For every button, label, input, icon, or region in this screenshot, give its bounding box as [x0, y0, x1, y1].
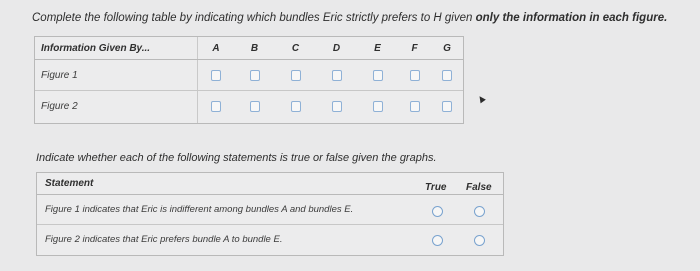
- checkbox-figure1-d[interactable]: [332, 70, 342, 81]
- instruction-true-false: Indicate whether each of the following statements is true or false given the graphs.: [36, 152, 437, 164]
- checkbox-figure2-f[interactable]: [410, 101, 420, 112]
- table-row-figure-1: [35, 60, 463, 91]
- checkbox-figure1-g[interactable]: [442, 70, 452, 81]
- radio-statement1-true[interactable]: [432, 206, 443, 217]
- row-label-figure-1: Figure 1: [41, 69, 78, 81]
- radio-statement2-true[interactable]: [432, 235, 443, 246]
- preference-table: [34, 36, 464, 124]
- row-label-figure-2: Figure 2: [41, 100, 78, 112]
- checkbox-figure1-c[interactable]: [291, 70, 301, 81]
- checkbox-figure2-e[interactable]: [373, 101, 383, 112]
- instruction-main: Complete the following table by indicating which bundles Eric strictly prefers to H given: [32, 12, 476, 24]
- column-header-b: B: [250, 42, 259, 54]
- preference-table-header: [35, 37, 463, 60]
- checkbox-figure2-g[interactable]: [442, 101, 452, 112]
- checkbox-figure1-e[interactable]: [373, 70, 383, 81]
- column-header-d: D: [332, 42, 341, 54]
- column-header-f: F: [411, 42, 418, 54]
- checkbox-figure2-a[interactable]: [211, 101, 221, 112]
- table-row-figure-2: [35, 91, 463, 121]
- instruction-bold: only the information in each figure.: [475, 12, 668, 24]
- checkbox-figure1-a[interactable]: [211, 70, 221, 81]
- column-header-c: C: [291, 42, 300, 54]
- statement-1-text: Figure 1 indicates that Eric is indifferent among bundles A and bundles E.: [45, 204, 354, 215]
- header-information-given-by: Information Given By...: [41, 42, 151, 54]
- checkbox-figure2-d[interactable]: [332, 101, 342, 112]
- header-statement: Statement: [45, 178, 94, 189]
- column-header-a: A: [212, 42, 220, 54]
- column-header-true: True: [425, 182, 447, 193]
- radio-statement1-false[interactable]: [474, 206, 485, 217]
- radio-statement2-false[interactable]: [474, 235, 485, 246]
- checkbox-figure1-f[interactable]: [410, 70, 420, 81]
- checkbox-figure1-b[interactable]: [250, 70, 260, 81]
- column-header-e: E: [374, 42, 381, 54]
- checkbox-figure2-c[interactable]: [291, 101, 301, 112]
- instruction-text: [32, 12, 667, 24]
- column-header-false: False: [466, 182, 492, 193]
- checkbox-figure2-b[interactable]: [250, 101, 260, 112]
- statement-2-text: Figure 2 indicates that Eric prefers bundle A to bundle E.: [45, 234, 283, 245]
- mouse-cursor-icon: ▲: [473, 90, 490, 108]
- column-header-g: G: [443, 42, 451, 54]
